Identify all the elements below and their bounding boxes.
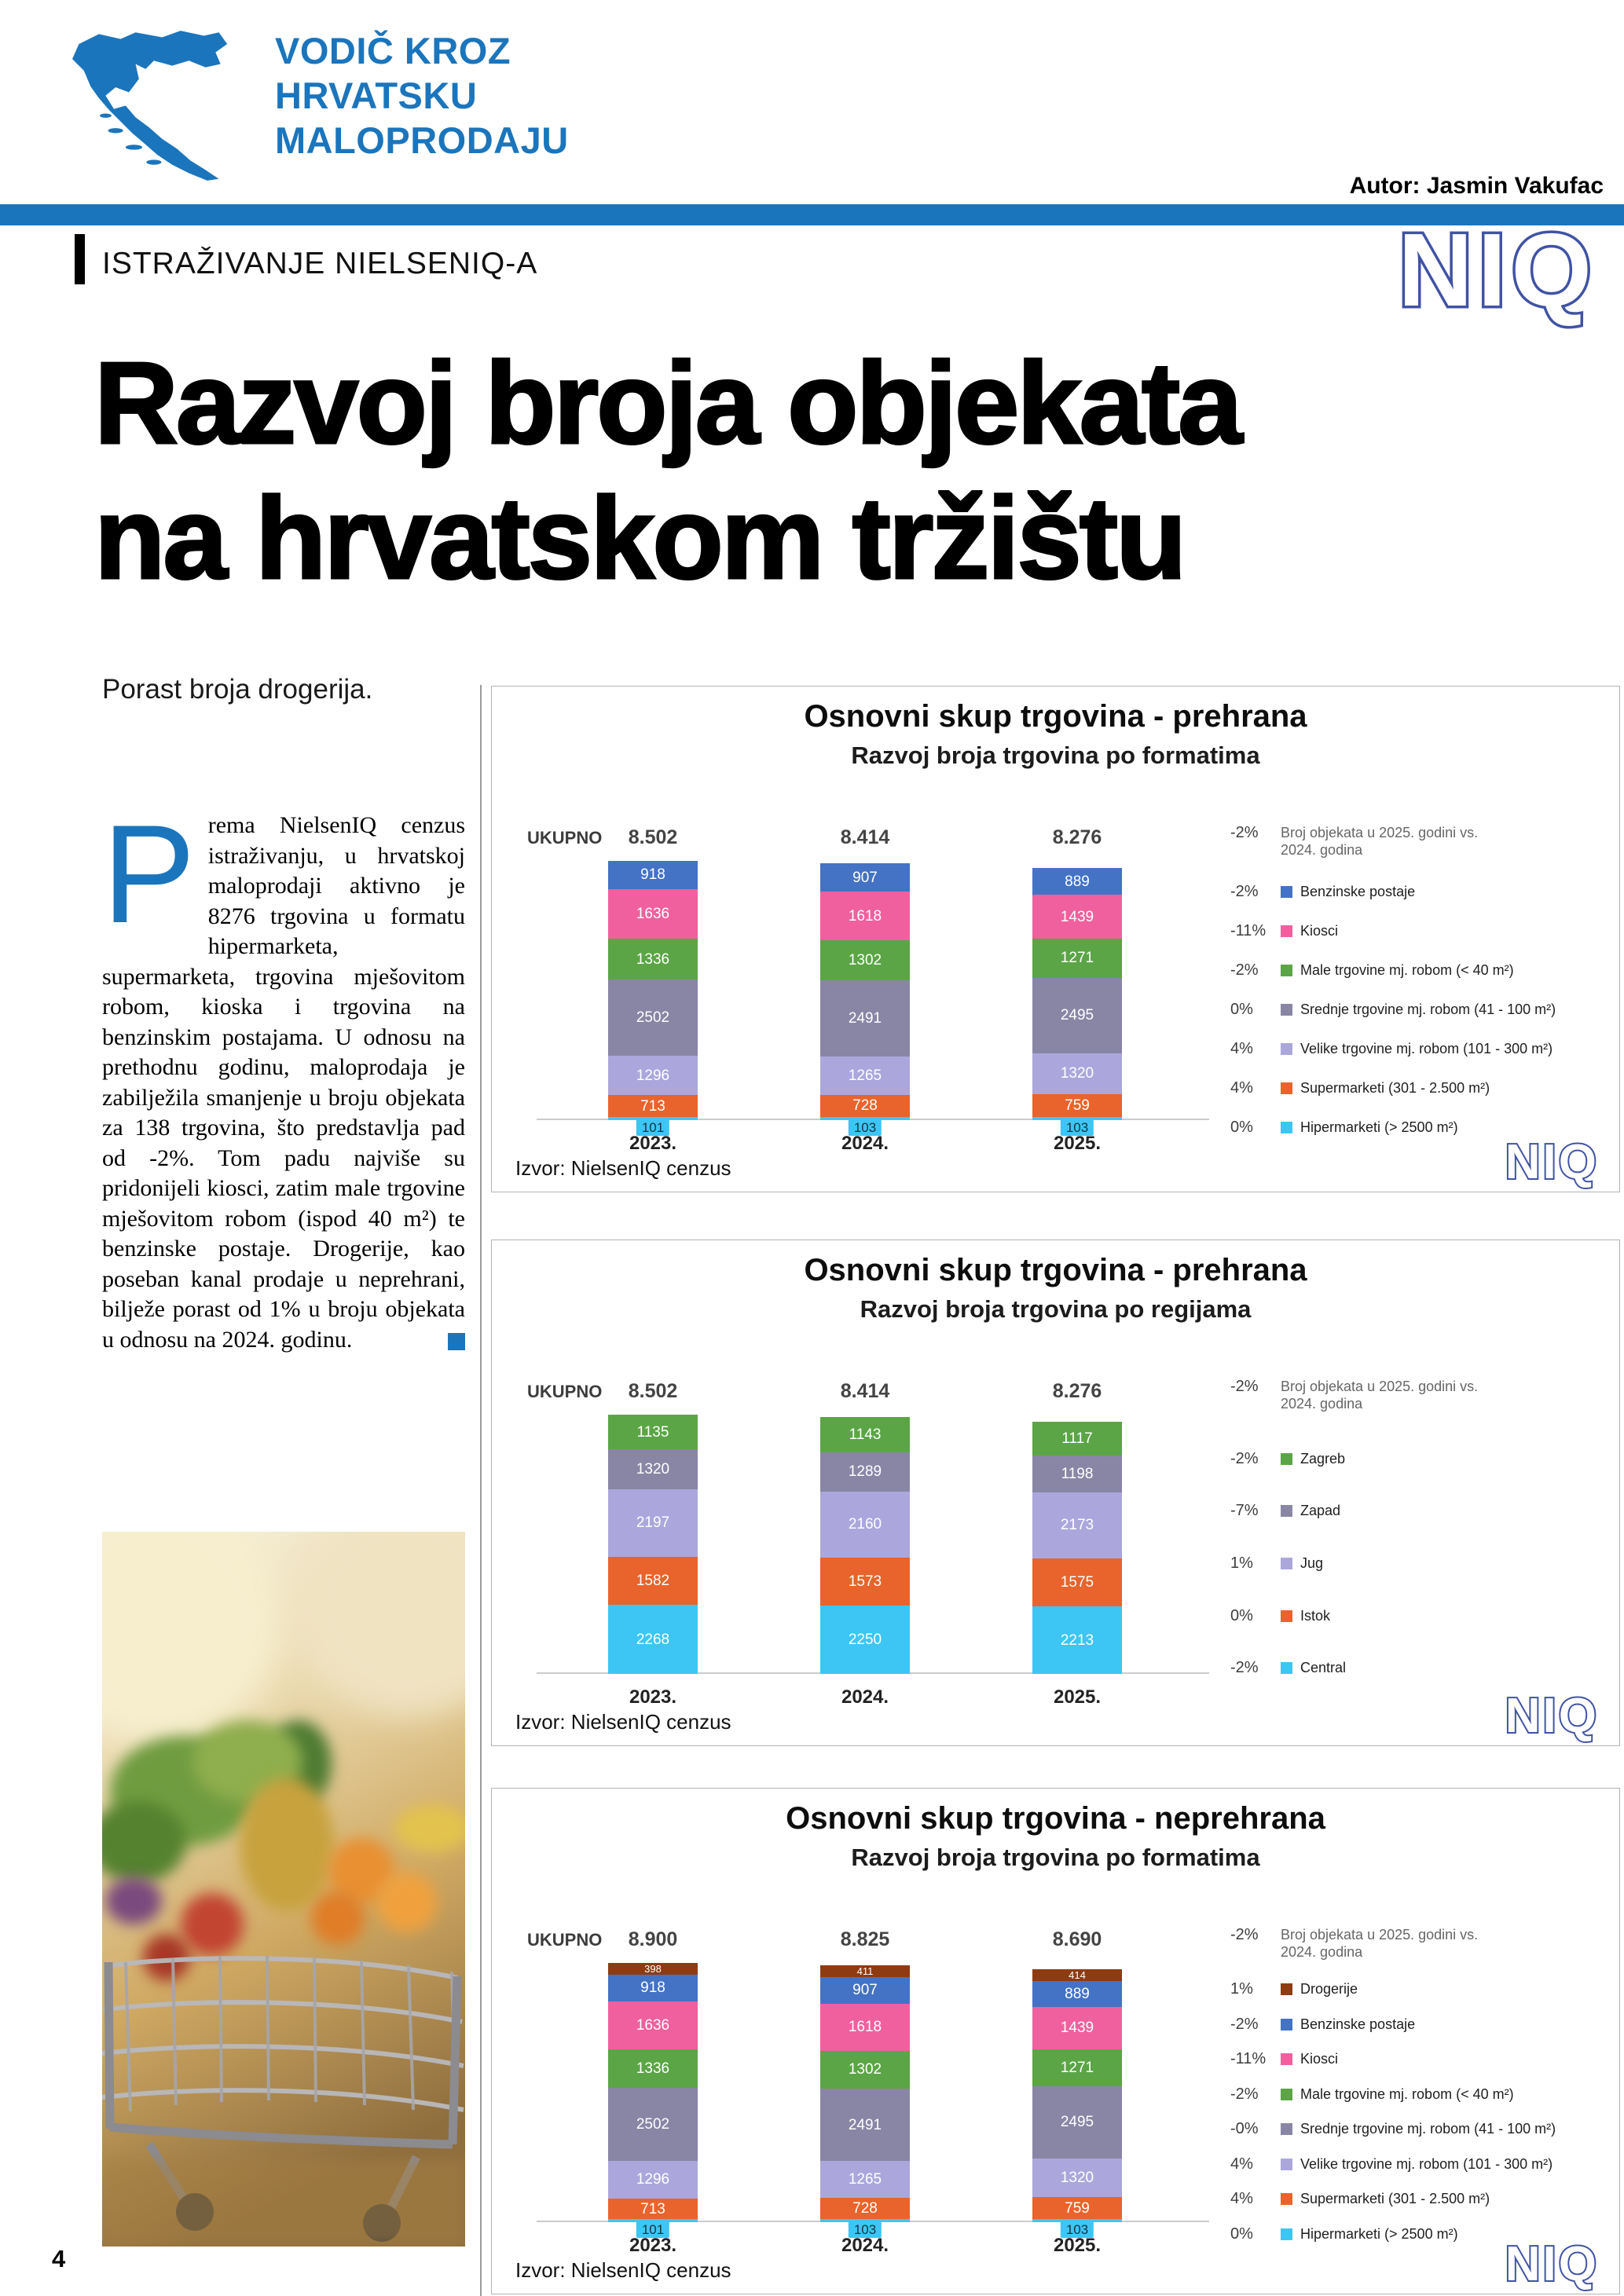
bar-segment [1032,1456,1122,1492]
segment-value-label: 1143 [849,1426,882,1444]
header-divider-band [0,204,1624,225]
x-axis-label: 2024. [841,1133,889,1154]
legend-swatch [1281,2089,1292,2100]
article-photo [102,1532,465,2247]
x-axis-label: 2025. [1053,1686,1102,1708]
bar-chart-area [527,1922,1219,2268]
bar-segment [1032,895,1122,939]
chart-source: Izvor: NielsenIQ cenzus [515,1156,731,1180]
segment-value-label: 1320 [636,1461,670,1478]
bar-segment [1032,1981,1122,2007]
bar-segment [1032,2197,1122,2219]
segment-value-label: 728 [852,2200,878,2217]
total-change-pct: -2% [1230,1926,1259,1943]
bar-segment [820,1452,910,1492]
legend-label: Supermarketi (301 - 2.500 m²) [1300,1080,1490,1096]
legend-item [1230,922,1605,940]
series-change-pct: 1% [1230,1980,1253,1998]
chart-note: Broj objekata u 2025. godini vs. 2024. godina [1281,1379,1479,1412]
segment-value-label: 2213 [1060,1631,1094,1649]
segment-value-label: 1582 [636,1572,670,1589]
legend-label: Kiosci [1300,2051,1339,2067]
bar-segment [820,1492,910,1558]
bar-segment [820,980,910,1056]
legend-swatch [1281,965,1292,976]
legend-swatch [1281,886,1292,898]
segment-value-label: 713 [640,2200,665,2217]
segment-value-label: 1271 [1060,2059,1094,2076]
segment-value-label: 1135 [636,1423,669,1441]
segment-value-label: 1289 [848,1463,882,1481]
bar-segment [820,2161,910,2198]
total-change-pct: -2% [1230,824,1259,841]
legend-item [1230,1659,1605,1677]
legend-label: Male trgovine mj. robom (< 40 m²) [1300,2085,1514,2102]
chart-legend [1230,862,1605,1158]
chart-subtitle: Razvoj broja trgovina po formatima [851,1844,1260,1871]
bar-segment [820,2089,910,2161]
segment-value-label: 1618 [848,907,882,925]
masthead-title-line: HRVATSKU [275,75,478,116]
legend-label: Zapad [1300,1503,1341,1519]
legend-label: Kiosci [1300,923,1339,939]
legend-swatch [1281,1505,1292,1517]
bar-segment [608,889,698,939]
bar-segment [1032,978,1122,1054]
bar-column [814,1374,916,1719]
bar-segment [1032,1606,1122,1674]
bar-stack [608,861,698,1120]
legend-label: Velike trgovine mj. robom (101 - 300 m²) [1300,1041,1553,1056]
legend-swatch [1281,1122,1292,1133]
chart-subtitle: Razvoj broja trgovina po regijama [860,1295,1252,1323]
series-change-pct: 0% [1230,1119,1253,1136]
segment-value-label: 1320 [1060,1065,1094,1082]
bar-segment [820,863,910,891]
legend-item [1230,1502,1605,1520]
legend-label: Benzinske postaje [1300,2016,1416,2032]
dropcap: P [102,796,196,952]
segment-value-label: 1265 [848,1067,882,1084]
legend-label: Drogerije [1300,1981,1358,1998]
hipermarketi-value-chip: 103 [849,2221,882,2238]
chart-source: Izvor: NielsenIQ cenzus [515,1710,731,1734]
bar-segment [1032,1969,1122,1981]
bar-stack [1032,868,1122,1120]
segment-value-label: 1636 [636,905,670,922]
segment-value-label: 2502 [636,1009,670,1027]
bar-segment [1032,868,1122,895]
bar-segment [1032,2049,1122,2086]
series-change-pct: -0% [1230,2120,1259,2138]
bar-chart-area [527,820,1219,1166]
segment-value-label: 759 [1065,1097,1090,1114]
bar-segment [608,1056,698,1095]
masthead-title [275,28,569,163]
series-change-pct: -11% [1230,2050,1267,2068]
legend-item [1230,1980,1605,1998]
segment-value-label: 1439 [1060,908,1094,925]
legend-label: Central [1300,1660,1347,1676]
bar-total-label: 8.825 [840,1928,890,1950]
chart-legend-column [1230,1926,1605,2260]
segment-value-label: 1198 [1061,1465,1094,1482]
segment-value-label: 1296 [636,1067,670,1084]
bar-segment [1032,1053,1122,1093]
bar-stack [608,1963,698,2222]
legend-label: Hipermarketi (> 2500 m²) [1300,1119,1458,1135]
bar-segment [608,2001,698,2049]
bar-total-label: 8.414 [840,1380,890,1402]
chart-panel-prehrana-regije [491,1240,1620,1746]
bar-column [602,820,704,1166]
bar-segment [820,2198,910,2219]
bar-stack [820,1417,910,1674]
series-change-pct: 1% [1230,1554,1253,1572]
segment-value-label: 759 [1065,2199,1090,2217]
segment-value-label: 1117 [1061,1430,1093,1448]
bar-segment [608,1605,698,1674]
legend-swatch [1281,2228,1292,2240]
legend-swatch [1281,1662,1292,1674]
legend-swatch [1281,1004,1292,1016]
series-change-pct: 4% [1230,1040,1253,1057]
bar-column [602,1374,704,1719]
x-axis-label: 2025. [1053,1133,1102,1154]
headline-line: Razvoj broja objekata [94,339,1241,468]
bar-segment [820,1095,910,1117]
segment-value-label: 2495 [1060,1007,1094,1024]
bar-segment [820,1056,910,1095]
segment-value-label: 1439 [1060,2020,1094,2037]
legend-item [1230,1119,1605,1137]
segment-value-label: 2197 [636,1514,670,1532]
bar-segment [1032,2007,1122,2049]
legend-swatch [1281,1453,1292,1465]
segment-value-label: 2502 [636,2115,670,2133]
legend-item [1230,2016,1605,2034]
masthead-title-line: MALOPRODAJU [275,119,569,161]
ukupno-label: UKUPNO [527,1382,603,1401]
legend-label: Male trgovine mj. robom (< 40 m²) [1300,962,1514,978]
bar-segment [820,1606,910,1674]
x-axis-label: 2023. [629,2235,677,2256]
hipermarketi-value-chip: 103 [849,1119,882,1136]
x-axis-label: 2023. [629,1133,677,1154]
chart-title: Osnovni skup trgovina - prehrana [804,699,1307,734]
page-number: 4 [52,2245,66,2272]
bar-stack [820,863,910,1120]
bar-total-label: 8.502 [628,1380,678,1402]
legend-item [1230,2155,1605,2173]
bar-segment [608,2049,698,2089]
legend-swatch [1281,2193,1292,2205]
legend-label: Jug [1300,1554,1324,1571]
hipermarketi-value-chip: 101 [636,1119,669,1136]
bar-column [1026,1374,1128,1719]
x-axis-label: 2024. [841,2235,889,2256]
legend-label: Benzinske postaje [1300,884,1416,899]
series-change-pct: 0% [1230,2225,1253,2243]
legend-swatch [1281,1983,1292,1995]
segment-value-label: 889 [1065,1986,1090,2003]
article-text: rema NielsenIQ cenzus istraživanju, u hrvatskoj maloprodaji aktivno je 8276 trgovina u formatu hipermarketa, supermarketa, trgovina mješovitom robom, kioska i trgovina na benzinskim postajama. U odnosu na prethodnu godinu, maloprodaja je zabilježila smanjenje u broju objekata za 138 trgovina, što predstavlja pad od -2%. Tom padu najviše su pridonijeli kiosci, zatim male trgovine mješovitom robom (ispod 40 m²) te benzinske postaje. Drogerije, kao poseban kanal prodaje u neprehrani, bilježe porast od 1% u broju objekata u odnosu na 2024. godinu. [102,812,465,1353]
bar-total-label: 8.414 [840,826,890,848]
segment-value-label: 1336 [636,950,670,968]
bar-segment [820,1558,910,1606]
bar-total-label: 8.276 [1052,826,1102,848]
chart-legend-column [1230,1378,1605,1712]
series-change-pct: 4% [1230,2155,1253,2173]
series-change-pct: -2% [1230,883,1259,900]
bar-segment [1032,939,1122,977]
bar-segment [608,1975,698,2001]
bar-segment [1032,1422,1122,1456]
series-change-pct: -2% [1230,961,1259,979]
segment-value-label: 1573 [848,1573,882,1590]
chart-legend [1230,1964,1605,2260]
bar-total-label: 8.276 [1052,1380,1102,1402]
segment-value-label: 889 [1065,873,1090,890]
kicker-accent-bar [75,234,85,284]
bar-segment [820,1965,910,1977]
chart-note-row [1230,1378,1605,1412]
legend-label: Hipermarketi (> 2500 m²) [1300,2225,1458,2242]
segment-value-label: 411 [856,1965,874,1977]
hipermarketi-value-chip: 103 [1061,2221,1094,2238]
legend-item [1230,1001,1605,1019]
total-change-pct: -2% [1230,1378,1259,1395]
segment-value-label: 398 [644,1963,662,1975]
bar-segment [820,892,910,941]
x-axis-label: 2025. [1053,2235,1102,2256]
segment-value-label: 1336 [636,2060,670,2077]
hipermarketi-value-chip: 103 [1061,1119,1094,1136]
bar-segment [608,1415,698,1449]
legend-item [1230,1040,1605,1058]
ukupno-label: UKUPNO [527,828,603,848]
chart-panel-neprehrana-formati [491,1788,1620,2294]
legend-label: Istok [1300,1607,1331,1624]
legend-label: Srednje trgovine mj. robom (41 - 100 m²) [1300,1002,1556,1017]
end-of-article-mark [448,1333,465,1350]
segment-value-label: 728 [852,1097,878,1115]
series-change-pct: -11% [1230,922,1267,939]
bar-segment [608,1489,698,1556]
segment-value-label: 1618 [848,2019,882,2036]
legend-swatch [1281,2053,1292,2065]
section-kicker: ISTRAŽIVANJE NIELSENIQ-A [102,247,538,280]
legend-swatch [1281,925,1292,937]
segment-value-label: 907 [852,1982,878,1999]
chart-note: Broj objekata u 2025. godini vs. 2024. godina [1281,1927,1479,1960]
bar-total-label: 8.900 [628,1928,678,1950]
chart-subtitle: Razvoj broja trgovina po formatima [851,742,1260,769]
legend-label: Supermarketi (301 - 2.500 m²) [1300,2191,1490,2207]
bar-column [1026,1922,1128,2268]
legend-item [1230,883,1605,901]
bar-segment [608,1095,698,1117]
bar-segment [608,2199,698,2219]
niq-logo: NIQ [1505,1689,1599,1743]
bar-column [814,1922,916,2268]
ukupno-label: UKUPNO [527,1930,603,1950]
chart-title: Osnovni skup trgovina - prehrana [804,1253,1307,1287]
chart-note: Broj objekata u 2025. godini vs. 2024. godina [1281,825,1479,858]
legend-item [1230,961,1605,980]
legend-label: Srednje trgovine mj. robom (41 - 100 m²) [1300,2121,1556,2137]
bar-segment [1032,1558,1122,1606]
series-change-pct: -7% [1230,1502,1259,1520]
legend-swatch [1281,2123,1292,2135]
segment-value-label: 2250 [848,1631,882,1648]
legend-label: Velike trgovine mj. robom (101 - 300 m²) [1300,2155,1553,2172]
x-axis-label: 2024. [841,1686,889,1708]
column-divider [480,685,482,2296]
segment-value-label: 1575 [1060,1574,1094,1591]
chart-note-row [1230,824,1605,859]
article-lead: Porast broja drogerija. [102,674,373,705]
bar-segment [608,980,698,1056]
chart-legend-column [1230,824,1605,1158]
bar-stack [820,1965,910,2222]
bar-segment [608,2161,698,2199]
series-change-pct: 4% [1230,1079,1253,1097]
legend-item [1230,1079,1605,1097]
legend-swatch [1281,2159,1292,2170]
bar-total-label: 8.502 [628,826,678,848]
bar-column [1026,820,1128,1166]
segment-value-label: 2495 [1060,2114,1094,2131]
segment-value-label: 1296 [636,2171,670,2188]
legend-item [1230,2120,1605,2138]
legend-swatch [1281,2019,1292,2031]
niq-logo: NIQ [1505,2237,1599,2291]
bar-segment [820,2051,910,2089]
bar-segment [820,1417,910,1452]
niq-logo: NIQ [1505,1135,1599,1189]
legend-item [1230,1450,1605,1468]
legend-item [1230,2050,1605,2068]
segment-value-label: 414 [1069,1969,1086,1982]
series-change-pct: -2% [1230,1659,1259,1677]
segment-value-label: 1271 [1060,950,1094,967]
bar-segment [608,1963,698,1975]
bar-column [814,820,916,1166]
segment-value-label: 1636 [636,2016,670,2034]
series-change-pct: 0% [1230,1001,1253,1018]
series-change-pct: 0% [1230,1606,1253,1624]
segment-value-label: 1265 [848,2171,882,2188]
masthead-title-line: VODIČ KROZ [275,30,511,71]
bar-segment [608,1557,698,1605]
article-body [102,796,465,1355]
segment-value-label: 918 [640,866,665,884]
bar-segment [608,1449,698,1489]
series-change-pct: -2% [1230,2015,1259,2033]
segment-value-label: 713 [640,1097,665,1115]
segment-value-label: 1302 [848,952,882,969]
bar-segment [608,2088,698,2161]
bar-segment [1032,1492,1122,1558]
chart-legend [1230,1415,1605,1712]
bar-segment [1032,1094,1122,1118]
series-change-pct: 4% [1230,2190,1253,2208]
segment-value-label: 907 [852,869,878,886]
chart-note-row [1230,1926,1605,1961]
segment-value-label: 2160 [848,1516,882,1533]
segment-value-label: 2268 [636,1631,670,1648]
segment-value-label: 918 [640,1979,665,1997]
bar-segment [820,940,910,980]
page-headline [94,336,1241,606]
series-change-pct: -2% [1230,1449,1259,1467]
x-axis-label: 2023. [629,1686,677,1708]
author-credit: Autor: Jasmin Vakufac [1349,173,1604,199]
bar-segment [820,1977,910,2004]
segment-value-label: 1302 [848,2061,882,2078]
legend-swatch [1281,1082,1292,1094]
segment-value-label: 2173 [1060,1517,1094,1534]
bar-segment [608,861,698,889]
hipermarketi-value-chip: 101 [636,2221,669,2238]
bar-chart-area [527,1374,1219,1719]
headline-line: na hrvatskom tržištu [94,474,1185,603]
segment-value-label: 2491 [848,2116,882,2133]
segment-value-label: 2491 [848,1009,882,1027]
croatia-map-icon [46,16,266,182]
chart-panel-prehrana-formati [491,686,1620,1192]
chart-source: Izvor: NielsenIQ cenzus [515,2258,731,2282]
bar-segment [1032,2086,1122,2159]
legend-swatch [1281,1610,1292,1622]
bar-total-label: 8.690 [1052,1928,1102,1950]
legend-item [1230,1554,1605,1573]
bar-stack [1032,1969,1122,2222]
bar-column [602,1922,704,2268]
bar-stack [1032,1422,1122,1674]
bar-stack [608,1415,698,1674]
bar-segment [1032,2159,1122,2197]
legend-swatch [1281,1558,1292,1569]
legend-swatch [1281,1043,1292,1055]
bar-segment [608,939,698,980]
bar-segment [820,2004,910,2051]
legend-item [1230,2190,1605,2208]
legend-item [1230,1607,1605,1625]
legend-label: Zagreb [1300,1450,1346,1467]
niq-logo: NIQ [1398,212,1597,328]
chart-title: Osnovni skup trgovina - neprehrana [786,1801,1325,1836]
series-change-pct: -2% [1230,2085,1259,2103]
segment-value-label: 1320 [1060,2170,1094,2187]
legend-item [1230,2085,1605,2104]
